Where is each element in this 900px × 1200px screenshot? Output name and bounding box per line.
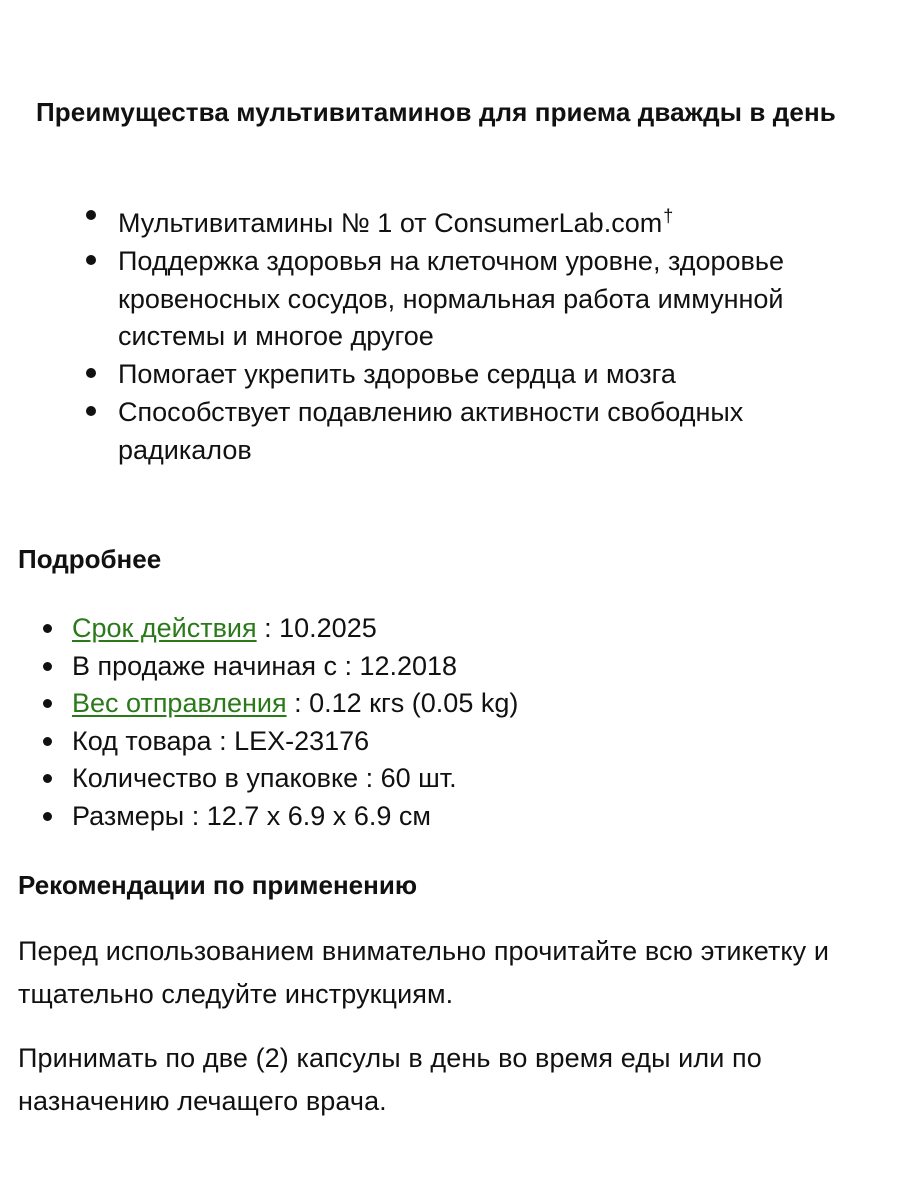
- expiration-link[interactable]: Срок действия: [72, 613, 257, 643]
- detail-label: Количество в упаковке: [72, 763, 359, 794]
- details-section: [18, 540, 878, 831]
- detail-item-product-code: [40, 723, 840, 761]
- detail-value: : 10.2025: [256, 613, 377, 643]
- list-item: [83, 243, 843, 356]
- benefit-text: Помогает укрепить здоровье сердца и мозга: [118, 359, 676, 390]
- benefits-list: [83, 198, 843, 470]
- dagger-mark: †: [663, 206, 674, 226]
- usage-section: [18, 866, 880, 1116]
- bullet-icon: [43, 737, 52, 746]
- detail-value: : 0.12 кгs (0.05 kg): [286, 688, 519, 719]
- benefit-text: Мультивитамины № 1 от ConsumerLab.com: [118, 208, 663, 238]
- detail-item-dimensions: [40, 798, 840, 836]
- bullet-icon: [43, 624, 52, 633]
- benefit-text: Способствует подавлению активности свободных радикалов: [118, 396, 744, 465]
- usage-paragraph-2: Принимать по две (2) капсулы в день во время еды или по назначению лечащего врача.: [18, 1043, 762, 1116]
- details-list: [40, 610, 840, 836]
- benefit-text: Поддержка здоровья на клеточном уровне, здоровье кровеносных сосудов, нормальная работа иммунной системы и многое другое: [118, 245, 784, 352]
- detail-item-on-sale-since: [40, 648, 840, 686]
- bullet-icon: [86, 406, 96, 416]
- detail-value: : 12.7 x 6.9 x 6.9 см: [184, 800, 431, 831]
- bullet-icon: [43, 774, 52, 783]
- detail-value: : 12.2018: [336, 650, 458, 681]
- list-item: [83, 394, 843, 470]
- detail-label: В продаже начиная с: [72, 650, 337, 681]
- bullet-icon: [43, 812, 52, 821]
- bullet-icon: [86, 255, 96, 265]
- list-item: [83, 198, 843, 243]
- usage-paragraph-1: Перед использованием внимательно прочитайте всю этикетку и тщательно следуйте инструкциям.: [18, 936, 830, 1009]
- benefits-title: Преимущества мультивитаминов для приема дважды в день: [36, 97, 836, 127]
- detail-value: : LEX-23176: [211, 725, 370, 756]
- bullet-icon: [43, 699, 52, 708]
- detail-item-package-quantity: [40, 760, 840, 798]
- detail-label: Код товара: [72, 725, 212, 756]
- detail-item-expiration: [40, 610, 840, 648]
- bullet-icon: [86, 210, 96, 220]
- bullet-icon: [43, 662, 52, 671]
- bullet-icon: [86, 368, 96, 378]
- list-item: [83, 356, 843, 394]
- benefits-section: [36, 93, 866, 465]
- shipping-weight-link[interactable]: Вес отправления: [72, 688, 287, 719]
- detail-item-shipping-weight: [40, 685, 840, 723]
- details-title: Подробнее: [18, 544, 162, 574]
- detail-label: Размеры: [72, 800, 185, 831]
- detail-value: : 60 шт.: [358, 763, 457, 794]
- usage-title: Рекомендации по применению: [18, 870, 418, 900]
